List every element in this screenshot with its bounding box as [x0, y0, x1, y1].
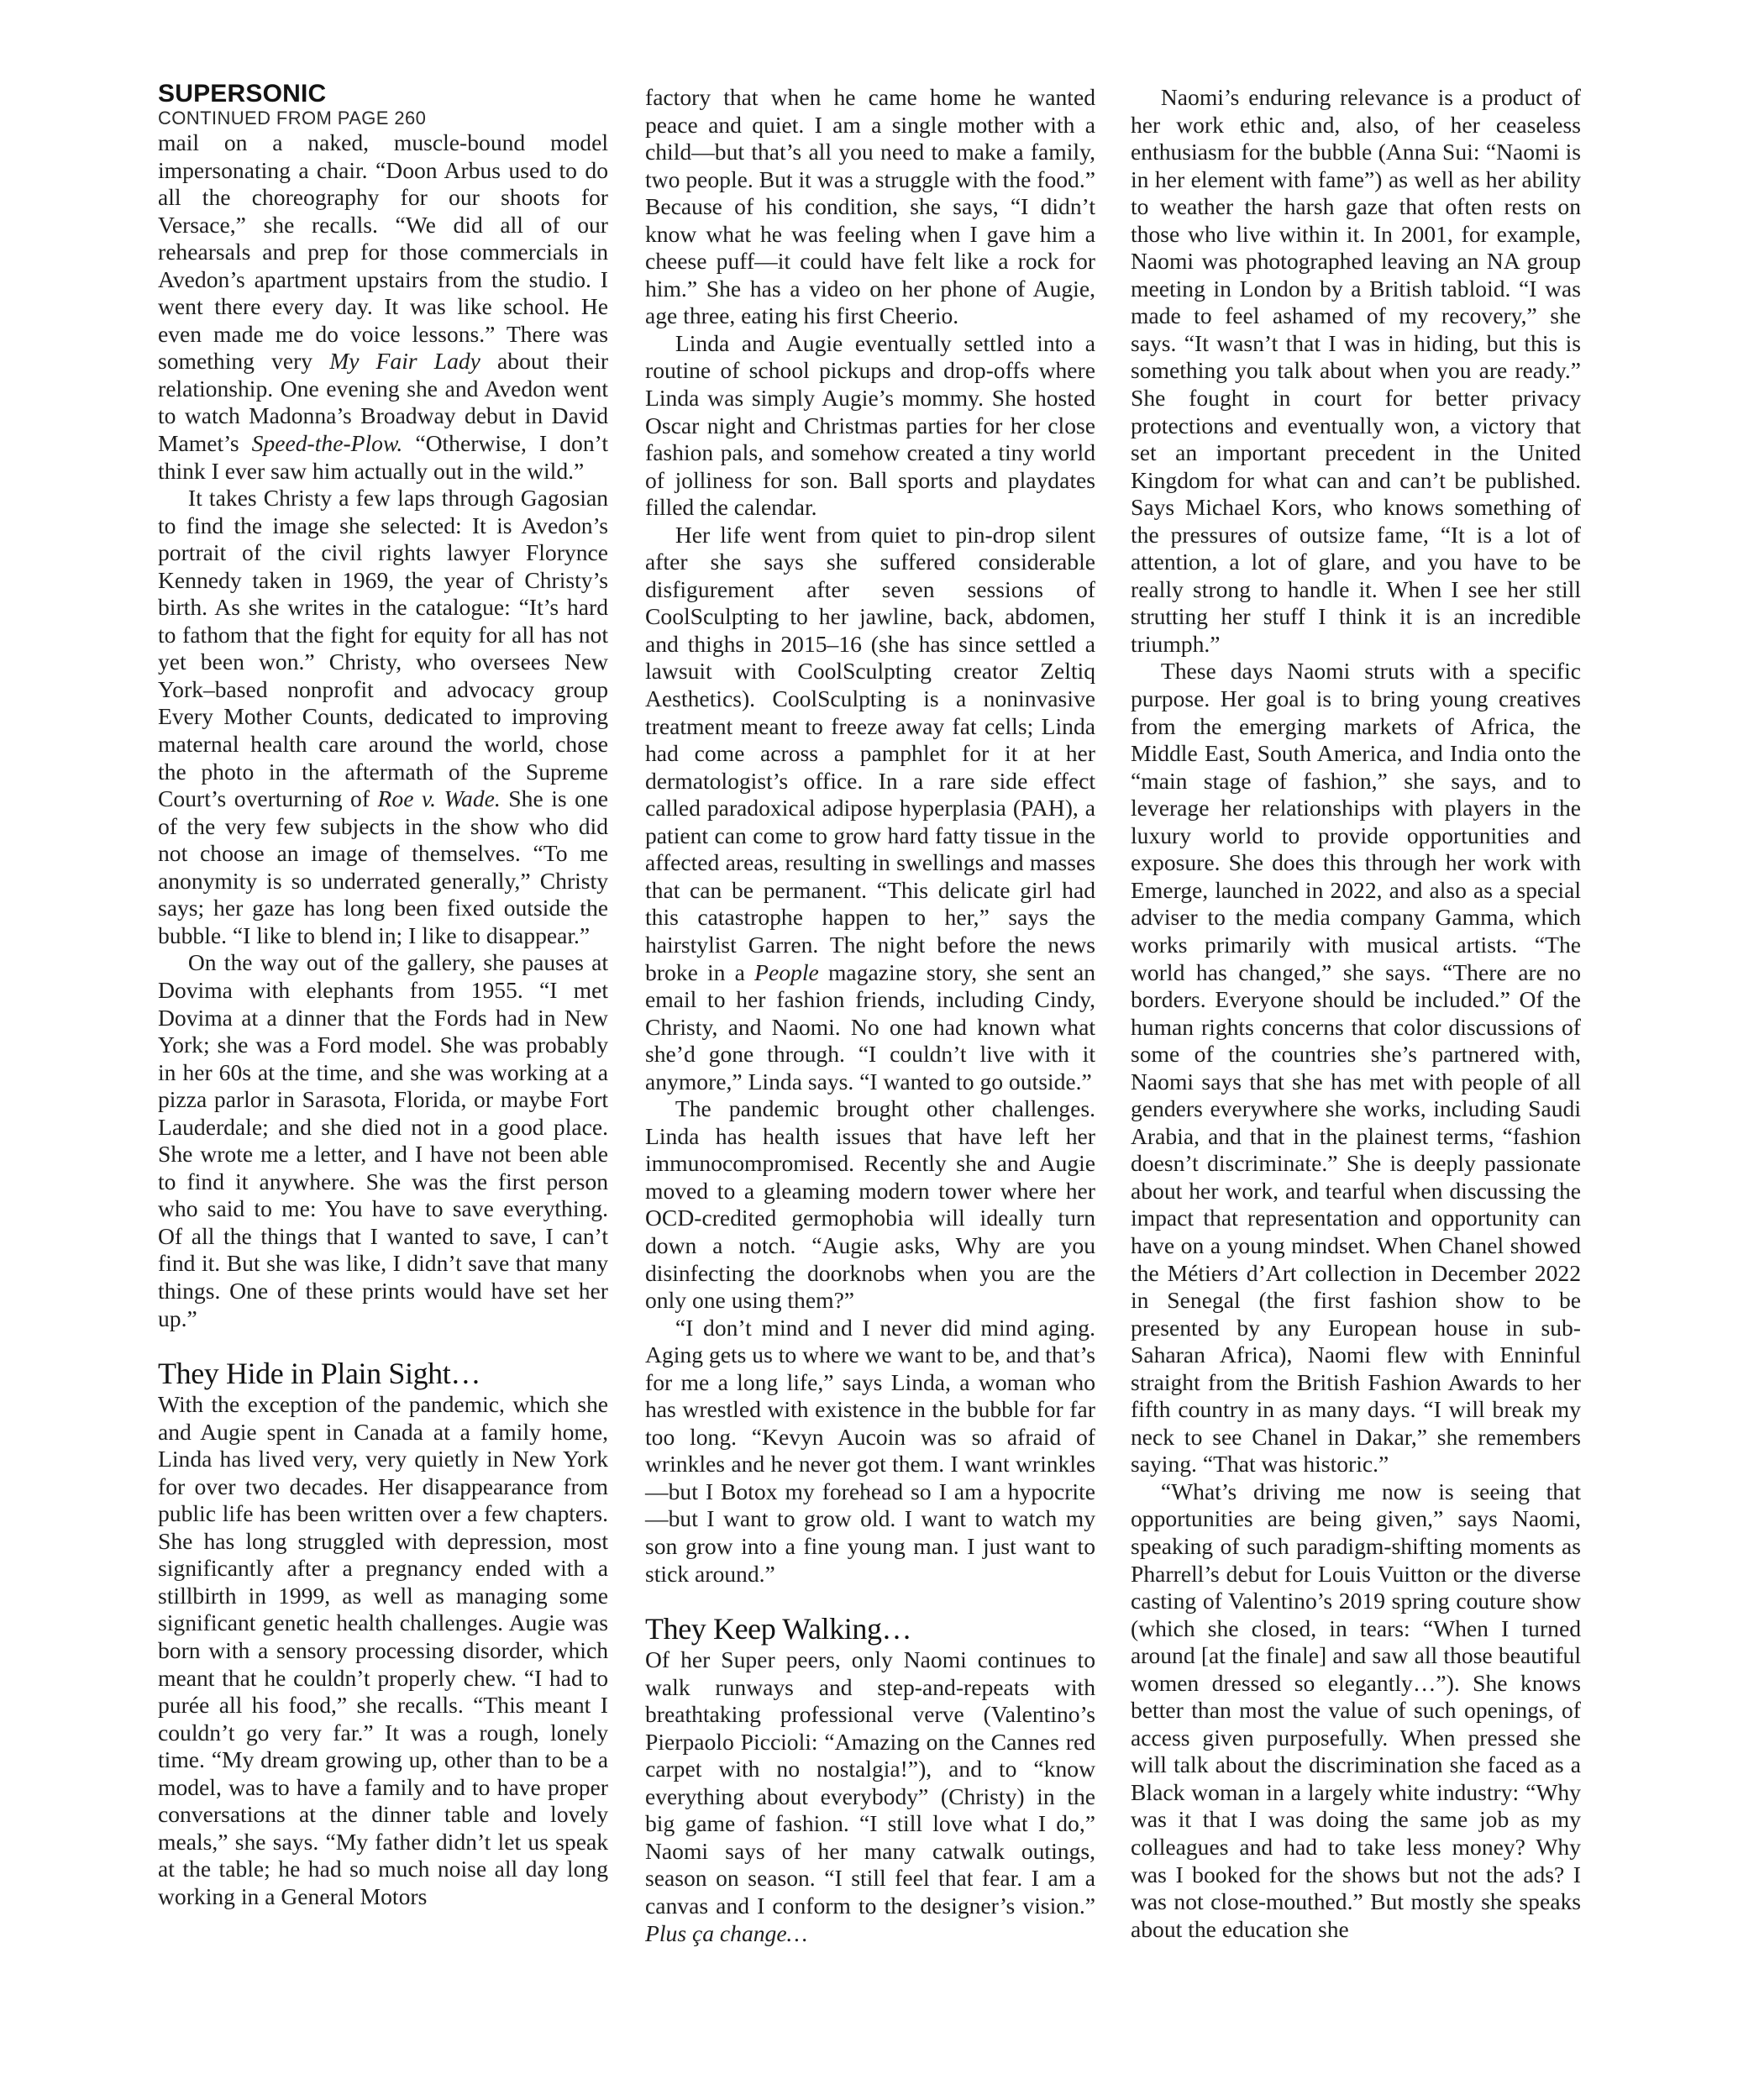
paragraph: The pandemic brought other challenges. Linda has health issues that have left her immunocompromised. Recently she and Augie moved to a gleaming modern tower where her OCD-credited germophobia will ideally turn down a notch. “Augie asks, Why are you disinfecting the doorknobs when you are the only one using them?” [645, 1095, 1095, 1314]
article-column-2 [645, 84, 1095, 1947]
paragraph: “What’s driving me now is seeing that opportunities are being given,” says Naomi, speaking of such paradigm-shifting moments as Pharrell’s debut for Louis Vuitton or the diverse casting of Valentino’s 2019 spring couture show (which she closed, in tears: “When I turned around [at the finale] and saw all those beautiful women dressed so elegantly…”). She knows better than most the value of such openings, of access given purposefully. When pressed she will talk about the discrimination she faced as a Black woman in a largely white industry: “Why was it that I was doing the same job as my colleagues and had to take less money? Why was I booked for the shows but not the ads? I was not close-mouthed.” But mostly she speaks about the education she [1131, 1478, 1581, 1942]
paragraph: Her life went from quiet to pin-drop silent after she says she suffered considerable disfigurement after seven sessions of CoolSculpting to her jawline, back, abdomen, and thighs in 2015–16 (she has since settled a lawsuit with CoolSculpting creator Zeltiq Aesthetics). CoolSculpting is a noninvasive treatment meant to freeze away fat cells; Linda had come across a pamphlet for it at her dermatologist’s office. In a rare side effect called paradoxical adipose hyperplasia (PAH), a patient can come to grow hard fatty tissue in the affected areas, resulting in swellings and masses that can be permanent. “This delicate girl had this catastrophe happen to her,” says the hairstylist Garren. The night before the news broke in a People magazine story, she sent an email to her fashion friends, including Cindy, Christy, and Naomi. No one had known what she’d gone through. “I couldn’t live with it anymore,” Linda says. “I wanted to go outside.” [645, 521, 1095, 1095]
paragraph: mail on a naked, muscle-bound model impersonating a chair. “Doon Arbus used to do all the choreography for our shoots for Versace,” she recalls. “We did all of our rehearsals and prep for those commercials in Avedon’s apartment upstairs from the studio. I went there every day. It was like school. He even made me do voice lessons.” There was something very My Fair Lady about their relationship. One evening she and Avedon went to watch Madonna’s Broadway debut in David Mamet’s Speed-the-Plow. “Otherwise, I don’t think I ever saw him actually out in the wild.” [158, 129, 609, 484]
paragraph: “I don’t mind and I never did mind aging. Aging gets us to where we want to be, and that’s for me a long life,” says Linda, a woman who has wrestled with existence in the bubble for far too long. “Kevyn Aucoin was so afraid of wrinkles and he never got them. I want wrinkles—but I Botox my forehead so I am a hypocrite—but I want to grow old. I want to watch my son grow into a fine young man. I just want to stick around.” [645, 1314, 1095, 1587]
section-subhead: They Hide in Plain Sight… [158, 1357, 480, 1391]
paragraph: These days Naomi struts with a specific purpose. Her goal is to bring young creatives from the emerging markets of Africa, the Middle East, South America, and India onto the “main stage of fashion,” she says, and to leverage her relationships with players in the luxury world to provide opportunities and exposure. She does this through her work with Emerge, launched in 2022, and also as a special adviser to the media company Gamma, which works primarily with musical artists. “The world has changed,” she says. “There are no borders. Everyone should be included.” Of the human rights concerns that color discussions of some of the countries she’s partnered with, Naomi says that she has met with people of all genders everywhere she works, including Saudi Arabia, and that in the plainest terms, “fashion doesn’t discriminate.” She is deeply passionate about her work, and tearful when discussing the impact that representation and opportunity can have on a young mindset. When Chanel showed the Métiers d’Art collection in December 2022 in Senegal (the first fashion show to be presented by any European house in sub-Saharan Africa), Naomi flew with Enninful straight from the British Fashion Awards to her fifth country in as many days. “I will break my neck to see Chanel in Dakar,” she remembers saying. “That was historic.” [1131, 658, 1581, 1478]
article-column-1 [158, 81, 608, 1910]
paragraph: It takes Christy a few laps through Gagosian to find the image she selected: It is Avedon’s portrait of the civil rights lawyer Florynce Kennedy taken in 1969, the year of Christy’s birth. As she writes in the catalogue: “It’s hard to fathom that the fight for equity for all has not yet been won.” Christy, who oversees New York–based nonprofit and advocacy group Every Mother Counts, dedicated to improving maternal health care around the world, chose the photo in the aftermath of the Supreme Court’s overturning of Roe v. Wade. She is one of the very few subjects in the show who did not choose an image of themselves. “To me anonymity is so underrated generally,” Christy says; her gaze has long been fixed outside the bubble. “I like to blend in; I like to disappear.” [158, 485, 608, 948]
continued-line: CONTINUED FROM PAGE 260 [158, 108, 427, 129]
paragraph: factory that when he came home he wanted peace and quiet. I am a single mother with a child—but that’s all you need to make a family, two people. But it was a struggle with the food.” Because of his condition, she says, “I didn’t know what he was feeling when I gave him a cheese puff—it could have felt like a rock for him.” She has a video on her phone of Augie, age three, eating his first Cheerio. [645, 84, 1095, 329]
paragraph: Of her Super peers, only Naomi continues to walk runways and step-and-repeats with breathtaking professional verve (Valentino’s Pierpaolo Piccioli: “Amazing on the Cannes red carpet with no nostalgia!”), and to “know everything about everybody” (Christy) in the big game of fashion. “I still love what I do,” Naomi says of her many catwalk outings, season on season. “I still feel that fear. I am a canvas and I conform to the designer’s vision.” Plus ça change… [645, 1646, 1095, 1946]
paragraph: With the exception of the pandemic, which she and Augie spent in Canada at a family home, Linda has lived very, very quietly in New York for over two decades. Her disappearance from public life has been written over a few chapters. She has long struggled with depression, most significantly after a pregnancy ended with a stillbirth in 1999, as well as managing some significant genetic health challenges. Augie was born with a sensory processing disorder, which meant that he couldn’t properly chew. “I had to purée all his food,” she recalls. “This meant I couldn’t go very far.” It was a rough, lonely time. “My dream growing up, other than to be a model, was to have a family and to have proper conversations at the dinner table and lovely meals,” she says. “My father didn’t let us speak at the table; he had so much noise all day long working in a General Motors [158, 1391, 608, 1909]
section-kicker: SUPERSONIC [158, 80, 327, 108]
paragraph: Naomi’s enduring relevance is a product of her work ethic and, also, of her ceaseless enthusiasm for the bubble (Anna Sui: “Naomi is in her element with fame”) as well as her ability to weather the harsh gaze that often rests on those who live within it. In 2001, for example, Naomi was photographed leaving an NA group meeting in London by a British tabloid. “I was made to feel ashamed of my recovery,” she says. “It wasn’t that I was in hiding, but this is something you talk about when you are ready.” She fought in court for better privacy protections and eventually won, a victory that set an important precedent in the United Kingdom for what can and can’t be published. Says Michael Kors, who knows something of the pressures of outsize fame, “It is a lot of attention, a lot of glare, and you have to be really strong to handle it. When I see her still strutting her stuff I think it is an incredible triumph.” [1131, 84, 1581, 657]
paragraph: Linda and Augie eventually settled into a routine of school pickups and drop-offs where Linda was simply Augie’s mommy. She hosted Oscar night and Christmas parties for her close fashion pals, and somehow created a tiny world of jolliness for son. Ball sports and playdates filled the calendar. [645, 329, 1095, 521]
paragraph: On the way out of the gallery, she pauses at Dovima with elephants from 1955. “I met Dovima at a dinner that the Fords had in New York; she was a Ford model. She was probably in her 60s at the time, and she was working at a pizza parlor in Sarasota, Florida, or maybe Fort Lauderdale; and she died not in a good place. She wrote me a letter, and I have not been able to find it anywhere. She was the first person who said to me: You have to save everything. Of all the things that I wanted to save, I can’t find it. But she was like, I didn’t save that many things. One of these prints would have set her up.” [158, 949, 608, 1331]
article-column-3 [1131, 84, 1581, 1943]
section-subhead: They Keep Walking… [645, 1612, 912, 1646]
